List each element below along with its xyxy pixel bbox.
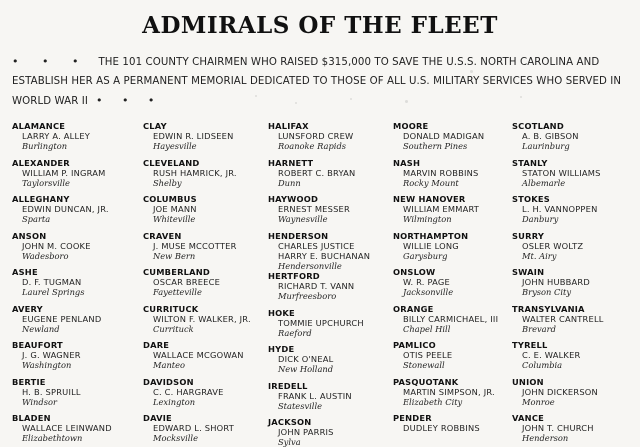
chairman-name: BILLY CARMICHAEL, III (403, 313, 499, 324)
town-name: Elizabeth City (403, 396, 463, 407)
county-entry (268, 417, 398, 447)
town-name: Sparta (22, 214, 51, 224)
chairman-name: CHARLES JUSTICE (278, 240, 355, 251)
county-name: DAVIDSON (143, 376, 194, 387)
county-name: COLUMBUS (143, 194, 197, 204)
county-name: BLADEN (12, 413, 51, 423)
chairman-name: ERNEST MESSER (278, 204, 350, 214)
town-name: Southern Pines (403, 141, 468, 151)
town-name: Hayesville (153, 141, 197, 151)
county-entry (512, 377, 640, 407)
paper-speck (295, 102, 297, 104)
county-entry (12, 413, 142, 443)
chairman-name: JOHN PARRIS (278, 427, 334, 437)
county-name: STANLY (512, 157, 548, 168)
county-entry (143, 340, 273, 370)
county-entry (512, 121, 640, 151)
chairman-name: MARVIN ROBBINS (403, 167, 479, 178)
town-name: Waynesville (278, 214, 328, 224)
paper-speck (405, 100, 408, 103)
town-name: New Bern (153, 250, 196, 261)
town-name: Roanoke Rapids (278, 141, 347, 151)
chairman-name: EDWARD L. SHORT (153, 423, 235, 433)
town-name: Washington (22, 360, 72, 370)
paper-speck (255, 95, 257, 97)
town-name: Henderson (522, 433, 569, 443)
county-entry (393, 158, 523, 188)
county-entry (12, 121, 142, 151)
chairman-name: JOE MANN (153, 204, 197, 214)
town-name: Stonewall (403, 360, 445, 370)
county-name: MOORE (393, 121, 429, 131)
county-name: TRANSYLVANIA (512, 303, 585, 314)
paper-speck (560, 58, 562, 60)
county-entry (12, 231, 142, 261)
town-name: Wilmington (403, 214, 452, 224)
town-name: Monroe (522, 396, 555, 407)
town-name: Rocky Mount (403, 177, 459, 188)
town-name: Lexington (153, 396, 196, 407)
county-name: ALLEGHANY (12, 194, 70, 204)
town-name: Wadesboro (22, 250, 69, 261)
county-entry (268, 381, 398, 411)
county-entry (12, 194, 142, 224)
county-name: CLAY (143, 121, 167, 131)
paper-speck (310, 60, 313, 63)
county-name: CURRITUCK (143, 303, 199, 314)
county-entry (268, 194, 398, 224)
county-entry (512, 267, 640, 297)
county-entry (393, 267, 523, 297)
chairman-name: WILTON F. WALKER, JR. (153, 313, 251, 324)
county-name: SCOTLAND (512, 121, 564, 131)
chairman-name: D. F. TUGMAN (22, 277, 82, 287)
county-entry (512, 158, 640, 188)
chairman-name: DONALD MADIGAN (403, 131, 485, 141)
county-name: PENDER (393, 413, 432, 423)
county-name: TYRELL (512, 340, 548, 350)
chairman-name: FRANK L. AUSTIN (278, 390, 352, 401)
chairman-name: C. E. WALKER (522, 350, 581, 360)
county-entry (12, 377, 142, 407)
county-name: VANCE (512, 413, 544, 423)
chairman-name: RUSH HAMRICK, JR. (153, 167, 237, 178)
county-name: IREDELL (268, 380, 308, 391)
chairman-name: RICHARD T. VANN (278, 281, 355, 291)
county-name: DAVIE (143, 413, 172, 423)
county-entry (393, 413, 523, 433)
county-name: NASH (393, 157, 421, 168)
chairman-name: WALLACE LEINWAND (22, 423, 112, 433)
town-name: Hendersonville (278, 260, 342, 271)
county-entry (512, 194, 640, 224)
county-entry (143, 231, 273, 261)
county-entry (268, 271, 398, 301)
town-name: Mocksville (153, 433, 198, 443)
county-entry (393, 194, 523, 224)
county-name: DARE (143, 340, 170, 350)
chairman-name: JOHN HUBBARD (522, 277, 590, 287)
town-name: Newland (22, 323, 60, 334)
paper-speck (230, 62, 232, 64)
chairman-name: OSLER WOLTZ (522, 240, 584, 251)
county-name: HOKE (268, 307, 295, 318)
town-name: Danbury (522, 214, 559, 224)
town-name: Whiteville (153, 214, 196, 224)
county-name: HAYWOOD (268, 194, 319, 204)
town-name: Laurinburg (522, 141, 570, 151)
county-name: ASHE (12, 267, 38, 277)
chairman-name: JOHN DICKERSON (522, 386, 598, 397)
town-name: Murfreesboro (278, 291, 337, 301)
town-name: Raeford (278, 327, 312, 338)
intro-paragraph (12, 52, 636, 111)
county-entry (268, 158, 398, 188)
county-name: HERTFORD (268, 271, 320, 281)
county-name: ORANGE (393, 303, 434, 314)
intro-text: THE 101 COUNTY CHAIRMEN WHO RAISED $315,000 TO SAVE THE U.S.S. NORTH CAROLINA AND ESTABLISH HER AS A PERMANENT MEMORIAL DEDICATED TO THOSE OF ALL U.S. MILITARY SERVICES WHO SERVED IN WORLD WAR II (12, 57, 622, 107)
county-name: CRAVEN (143, 230, 182, 241)
town-name: Jacksonville (403, 287, 454, 297)
county-entry (143, 158, 273, 188)
chairman-name: WILLIE LONG (403, 240, 459, 251)
chairman-name: WILLIAM EMMART (403, 204, 480, 214)
town-name: Manteo (153, 360, 186, 370)
chairman-name: J. MUSE MCCOTTER (153, 240, 237, 251)
town-name: Bryson City (522, 287, 572, 297)
chairman-name: C. C. HARGRAVE (153, 386, 224, 397)
chairman-name: OSCAR BREECE (153, 277, 221, 287)
chairman-name: LARRY A. ALLEY (22, 131, 91, 141)
town-name: New Holland (278, 364, 334, 374)
county-entry (393, 304, 523, 334)
county-entry (512, 231, 640, 261)
county-entry (512, 413, 640, 443)
county-name: CUMBERLAND (143, 267, 211, 277)
county-entry (12, 267, 142, 297)
chairman-name: J. G. WAGNER (22, 350, 81, 360)
county-name: PAMLICO (393, 340, 436, 350)
county-entry (393, 121, 523, 151)
chairman-name: HARRY E. BUCHANAN (278, 250, 371, 261)
county-name: ANSON (12, 230, 47, 241)
paper-speck (380, 80, 382, 82)
chairman-name: ROBERT C. BRYAN (278, 167, 356, 178)
town-name: Elizabethtown (22, 433, 83, 443)
town-name: Columbia (522, 360, 563, 370)
intro-bullets-start: • • • (12, 55, 89, 68)
chairman-name: H. B. SPRUILL (22, 386, 81, 397)
county-entry (512, 304, 640, 334)
chairman-name: MARTIN SIMPSON, JR. (403, 386, 495, 397)
county-name: ONSLOW (393, 267, 436, 277)
county-entry (143, 267, 273, 297)
paper-speck (520, 96, 522, 98)
county-entry (143, 377, 273, 407)
town-name: Burlington (22, 141, 68, 151)
town-name: Windsor (22, 396, 57, 407)
town-name: Dunn (278, 177, 301, 188)
county-entry (143, 121, 273, 151)
county-entry (12, 304, 142, 334)
paper-speck (350, 98, 352, 100)
county-entry (268, 308, 398, 338)
town-name: Chapel Hill (403, 323, 451, 334)
county-name: UNION (512, 376, 544, 387)
county-name: HALIFAX (268, 121, 309, 131)
county-entry (143, 194, 273, 224)
county-name: CLEVELAND (143, 157, 200, 168)
county-name: HARNETT (268, 157, 314, 168)
county-name: STOKES (512, 194, 550, 204)
town-name: Sylva (278, 437, 301, 447)
chairman-name: DUDLEY ROBBINS (403, 423, 480, 433)
paper-speck (470, 70, 473, 73)
page-title: ADMIRALS OF THE FLEET (142, 12, 498, 39)
chairman-name: WILLIAM P. INGRAM (22, 167, 106, 178)
chairman-name: A. B. GIBSON (522, 131, 579, 141)
county-name: JACKSON (268, 417, 312, 427)
town-name: Garysburg (403, 250, 448, 261)
chairman-name: EUGENE PENLAND (22, 313, 102, 324)
county-entry (12, 158, 142, 188)
chairman-name: OTIS PEELE (403, 350, 453, 360)
chairman-name: TOMMIE UPCHURCH (278, 317, 364, 328)
county-name: BEAUFORT (12, 340, 63, 350)
county-name: NEW HANOVER (393, 194, 466, 204)
town-name: Fayetteville (153, 287, 202, 297)
chairmen-columns (0, 121, 640, 447)
county-name: NORTHAMPTON (393, 230, 469, 241)
chairman-name: EDWIN R. LIDSEEN (153, 131, 234, 141)
county-name: SURRY (512, 230, 545, 241)
county-entry (393, 231, 523, 261)
town-name: Albemarle (522, 177, 566, 188)
chairman-name: W. R. PAGE (403, 277, 450, 287)
town-name: Mt. Airy (522, 250, 557, 261)
county-entry (393, 377, 523, 407)
chairman-name: LUNSFORD CREW (278, 131, 354, 141)
county-entry (268, 231, 398, 271)
county-name: BERTIE (12, 376, 46, 387)
chairman-name: DICK O'NEAL (278, 354, 334, 364)
town-name: Shelby (153, 177, 182, 188)
chairman-name: EDWIN DUNCAN, JR. (22, 204, 109, 214)
county-name: ALAMANCE (12, 121, 66, 131)
town-name: Statesville (278, 400, 323, 411)
chairman-name: STATON WILLIAMS (522, 167, 601, 178)
county-name: PASQUOTANK (393, 376, 459, 387)
county-name: HYDE (268, 344, 295, 354)
county-entry (143, 413, 273, 443)
county-entry (268, 344, 398, 374)
intro-bullets-end: • • • (95, 94, 163, 107)
county-name: HENDERSON (268, 230, 329, 241)
county-name: SWAIN (512, 267, 545, 277)
county-entry (12, 340, 142, 370)
chairman-name: WALLACE MCGOWAN (153, 350, 244, 360)
county-entry (393, 340, 523, 370)
town-name: Laurel Springs (22, 287, 85, 297)
town-name: Brevard (522, 323, 556, 334)
chairman-name: JOHN T. CHURCH (522, 423, 594, 433)
county-entry (512, 340, 640, 370)
chairman-name: WALTER CANTRELL (522, 313, 604, 324)
county-entry (143, 304, 273, 334)
county-name: AVERY (12, 303, 43, 314)
county-entry (268, 121, 398, 151)
county-name: ALEXANDER (12, 157, 70, 168)
town-name: Taylorsville (22, 177, 70, 188)
town-name: Currituck (153, 323, 194, 334)
chairman-name: JOHN M. COOKE (22, 240, 91, 251)
chairman-name: L. H. VANNOPPEN (522, 204, 598, 214)
